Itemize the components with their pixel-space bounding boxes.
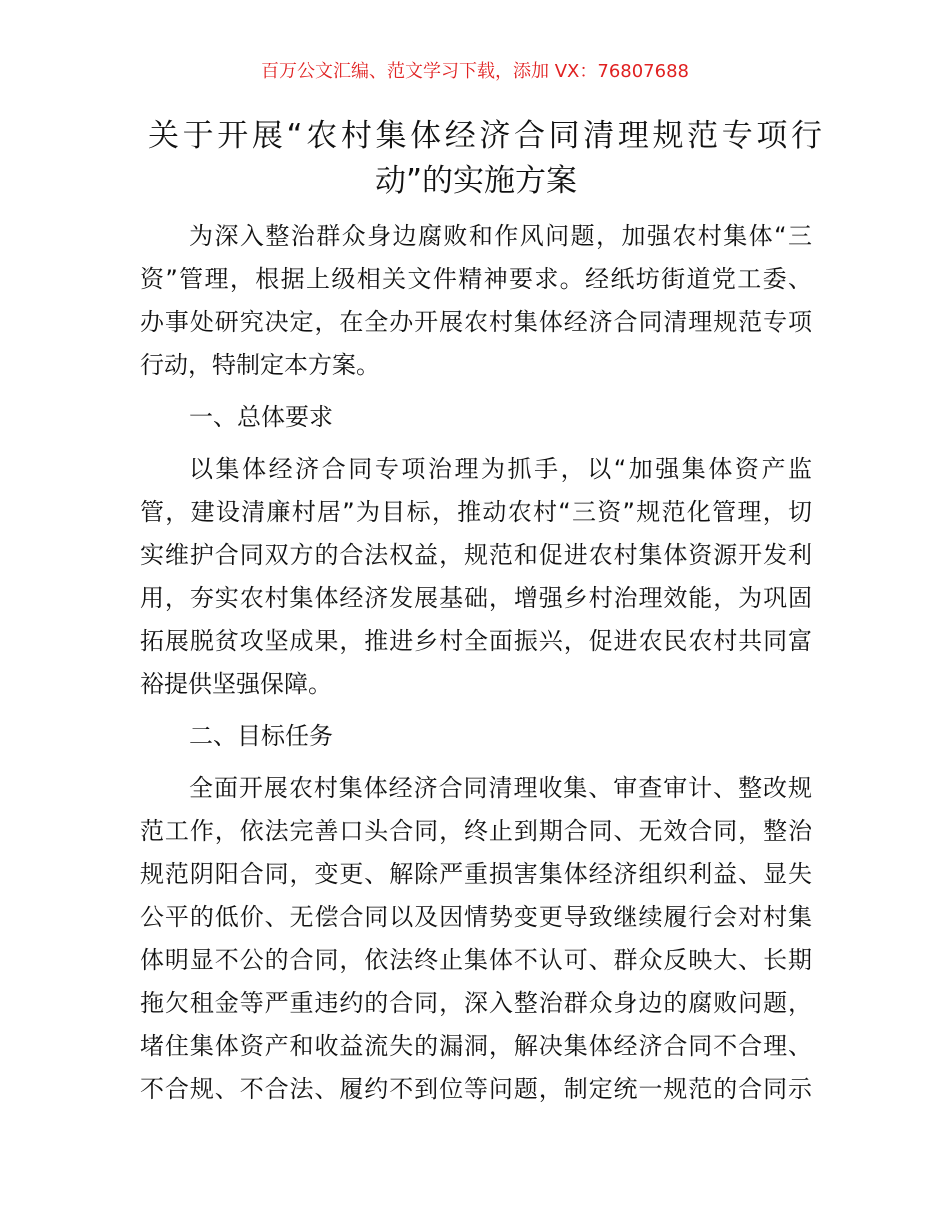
- text-line: 公平的低价、无偿合同以及因情势变更导致继续履行会对村集: [140, 903, 812, 931]
- paragraph: [140, 448, 812, 706]
- text-line: 资”管理，根据上级相关文件精神要求。经纸坊街道党工委、: [140, 265, 812, 293]
- text-line: 裕提供坚强保障。: [140, 670, 332, 698]
- text-line: 办事处研究决定，在全办开展农村集体经济合同清理规范专项: [140, 308, 812, 336]
- paragraph: [140, 215, 812, 387]
- text-line: 以集体经济合同专项治理为抓手，以“加强集体资产监: [189, 455, 812, 483]
- text-line: 用，夯实农村集体经济发展基础，增强乡村治理效能，为巩固: [140, 584, 812, 612]
- watermark-banner: 百万公文汇编、范文学习下载，添加 VX：76807688: [261, 61, 689, 82]
- text-line: 为深入整治群众身边腐败和作风问题，加强农村集体“三: [189, 222, 812, 250]
- text-line: 行动，特制定本方案。: [140, 351, 380, 379]
- document-title: [140, 114, 822, 204]
- text-line: 规范阴阳合同，变更、解除严重损害集体经济组织利益、显失: [140, 860, 812, 888]
- title-line-2: 动”的实施方案: [374, 163, 578, 199]
- text-line: 拓展脱贫攻坚成果，推进乡村全面振兴，促进农民农村共同富: [140, 627, 812, 655]
- text-line: 范工作，依法完善口头合同，终止到期合同、无效合同，整治: [140, 817, 812, 845]
- text-line: 体明显不公的合同，依法终止集体不认可、群众反映大、长期: [140, 946, 812, 974]
- text-line: 不合规、不合法、履约不到位等问题，制定统一规范的合同示: [140, 1075, 812, 1103]
- title-line-1: 关于开展“农村集体经济合同清理规范专项行: [148, 118, 822, 154]
- text-line: 拖欠租金等严重违约的合同，深入整治群众身边的腐败问题，: [140, 989, 812, 1017]
- section-heading: [140, 396, 812, 439]
- text-line: 一、总体要求: [189, 403, 333, 431]
- text-line: 堵住集体资产和收益流失的漏洞，解决集体经济合同不合理、: [140, 1032, 812, 1060]
- section-heading: [140, 715, 812, 758]
- document-body: [140, 215, 812, 1120]
- text-line: 管，建设清廉村居”为目标，推动农村“三资”规范化管理，切: [140, 498, 812, 526]
- text-line: 二、目标任务: [189, 722, 333, 750]
- paragraph: [140, 767, 812, 1111]
- text-line: 全面开展农村集体经济合同清理收集、审查审计、整改规: [189, 774, 812, 802]
- text-line: 实维护合同双方的合法权益，规范和促进农村集体资源开发利: [140, 541, 812, 569]
